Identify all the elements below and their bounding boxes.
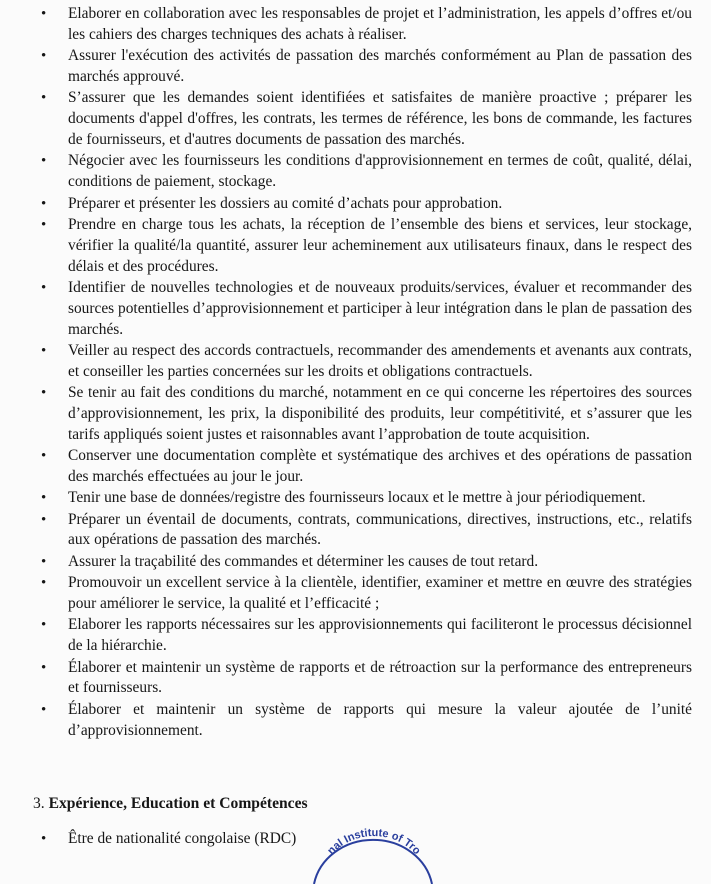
- bullet-icon: •: [41, 90, 47, 107]
- responsibility-item-text: Prendre en charge tous les achats, la réception de l’ensemble des biens et services, leur stockage, vérifier la qualité/la quantité, assurer leur acheminement aux utilisateurs finaux, dans le respect des délais et des procédures.: [68, 215, 692, 275]
- responsibility-item: [0, 215, 711, 277]
- responsibility-item-text: Élaborer et maintenir un système de rapports et de rétroaction sur la performance des entrepreneurs et fournisseurs.: [68, 658, 692, 697]
- stamp-text: nal Institute of Tro: [325, 826, 423, 858]
- responsibility-item-text: Se tenir au fait des conditions du marché, notamment en ce qui concerne les répertoires des sources d’approvisionnement, les prix, la disponibilité des produits, leur compétitivité, et s’assurer que les tarifs appliqués soient justes et raisonnables avant l’approbation de toute acquisition.: [68, 384, 692, 443]
- responsibility-item: [0, 341, 711, 383]
- bullet-icon: •: [41, 659, 47, 676]
- bullet-icon: •: [41, 48, 47, 65]
- section-number: 3.: [33, 795, 45, 812]
- bullet-icon: •: [41, 511, 47, 528]
- responsibility-item: [0, 615, 711, 657]
- responsibility-item-text: Conserver une documentation complète et systématique des archives et des opérations de passation des marchés effectuées au jour le jour.: [68, 447, 692, 485]
- responsibility-item: [0, 4, 711, 46]
- responsibility-item: [0, 488, 711, 509]
- bullet-icon: •: [41, 279, 47, 296]
- responsibility-item-text: Promouvoir un excellent service à la clientèle, identifier, examiner et mettre en œuvre des stratégies pour améliorer le service, la qualité et l’efficacité ;: [68, 574, 692, 613]
- responsibility-item: [0, 46, 711, 88]
- bullet-icon: •: [41, 6, 47, 22]
- bullet-icon: •: [41, 195, 47, 212]
- responsibility-item-text: Négocier avec les fournisseurs les conditions d'approvisionnement en termes de coût, qualité, délai, conditions de paiement, stockage.: [68, 152, 692, 191]
- bullet-icon: •: [41, 385, 47, 402]
- bullet-icon: •: [41, 617, 47, 634]
- section-heading: [33, 794, 308, 814]
- responsibility-item-text: Identifier de nouvelles technologies et de nouveaux produits/services, évaluer et recommander des sources potentielles d’approvisionnement et participer à leur intégration dans le plan de passation des marchés.: [68, 278, 692, 338]
- responsibility-item: [0, 700, 711, 742]
- bullet-icon: •: [41, 831, 47, 847]
- responsibility-item-text: Assurer l'exécution des activités de passation des marchés conformément au Plan de passation des marchés approuvé.: [68, 47, 692, 85]
- responsibility-item: [0, 151, 711, 193]
- responsibility-item-text: Préparer et présenter les dossiers au comité d’achats pour approbation.: [68, 194, 503, 212]
- responsibility-item-text: Elaborer les rapports nécessaires sur les approvisionnements qui faciliteront le processus décisionnel de la hiérarchie.: [68, 616, 692, 655]
- responsibility-item: [0, 552, 711, 573]
- responsibility-item-text: Préparer un éventail de documents, contrats, communications, directives, instructions, etc., relatifs aux opérations de passation des marchés.: [68, 510, 692, 549]
- bullet-icon: •: [41, 490, 47, 507]
- institute-stamp: [308, 824, 438, 884]
- responsibility-item: [0, 510, 711, 552]
- bullet-icon: •: [41, 448, 47, 465]
- section-title: Expérience, Education et Compétences: [48, 795, 308, 812]
- bullet-icon: •: [41, 216, 47, 233]
- bullet-icon: •: [41, 701, 47, 718]
- responsibility-item: [0, 278, 711, 340]
- responsibility-item-text: Élaborer et maintenir un système de rapports qui mesure la valeur ajoutée de l’unité d’approvisionnement.: [68, 700, 692, 739]
- responsibility-item-text: Elaborer en collaboration avec les responsables de projet et l’administration, les appels d’offres et/ou les cahiers des charges techniques des achats à réaliser.: [68, 5, 692, 43]
- responsibility-item: [0, 658, 711, 700]
- responsibility-item-text: S’assurer que les demandes soient identifiées et satisfaites de manière proactive ; préparer les documents d'appel d'offres, les contrats, les termes de référence, les bons de commande, les factures de fournisseurs, et d'autres documents de passation des marchés.: [68, 89, 692, 148]
- responsibility-item-text: Assurer la traçabilité des commandes et déterminer les causes de tout retard.: [68, 552, 539, 570]
- responsibility-item: [0, 446, 711, 488]
- responsibility-item: [0, 88, 711, 150]
- requirement-item-text: Être de nationalité congolaise (RDC): [68, 830, 297, 847]
- bullet-icon: •: [41, 575, 47, 592]
- bullet-icon: •: [41, 342, 47, 359]
- responsibility-item-text: Tenir une base de données/registre des fournisseurs locaux et le mettre à jour périodiquement.: [68, 489, 646, 507]
- responsibilities-list: [0, 4, 711, 742]
- responsibility-item-text: Veiller au respect des accords contractuels, recommander des amendements et avenants aux contrats, et conseiller les parties concernées sur les droits et obligations contractuels.: [68, 341, 692, 380]
- responsibility-item: [0, 194, 711, 215]
- responsibility-item: [0, 573, 711, 615]
- bullet-icon: •: [41, 553, 47, 570]
- bullet-icon: •: [41, 153, 47, 170]
- responsibility-item: [0, 383, 711, 445]
